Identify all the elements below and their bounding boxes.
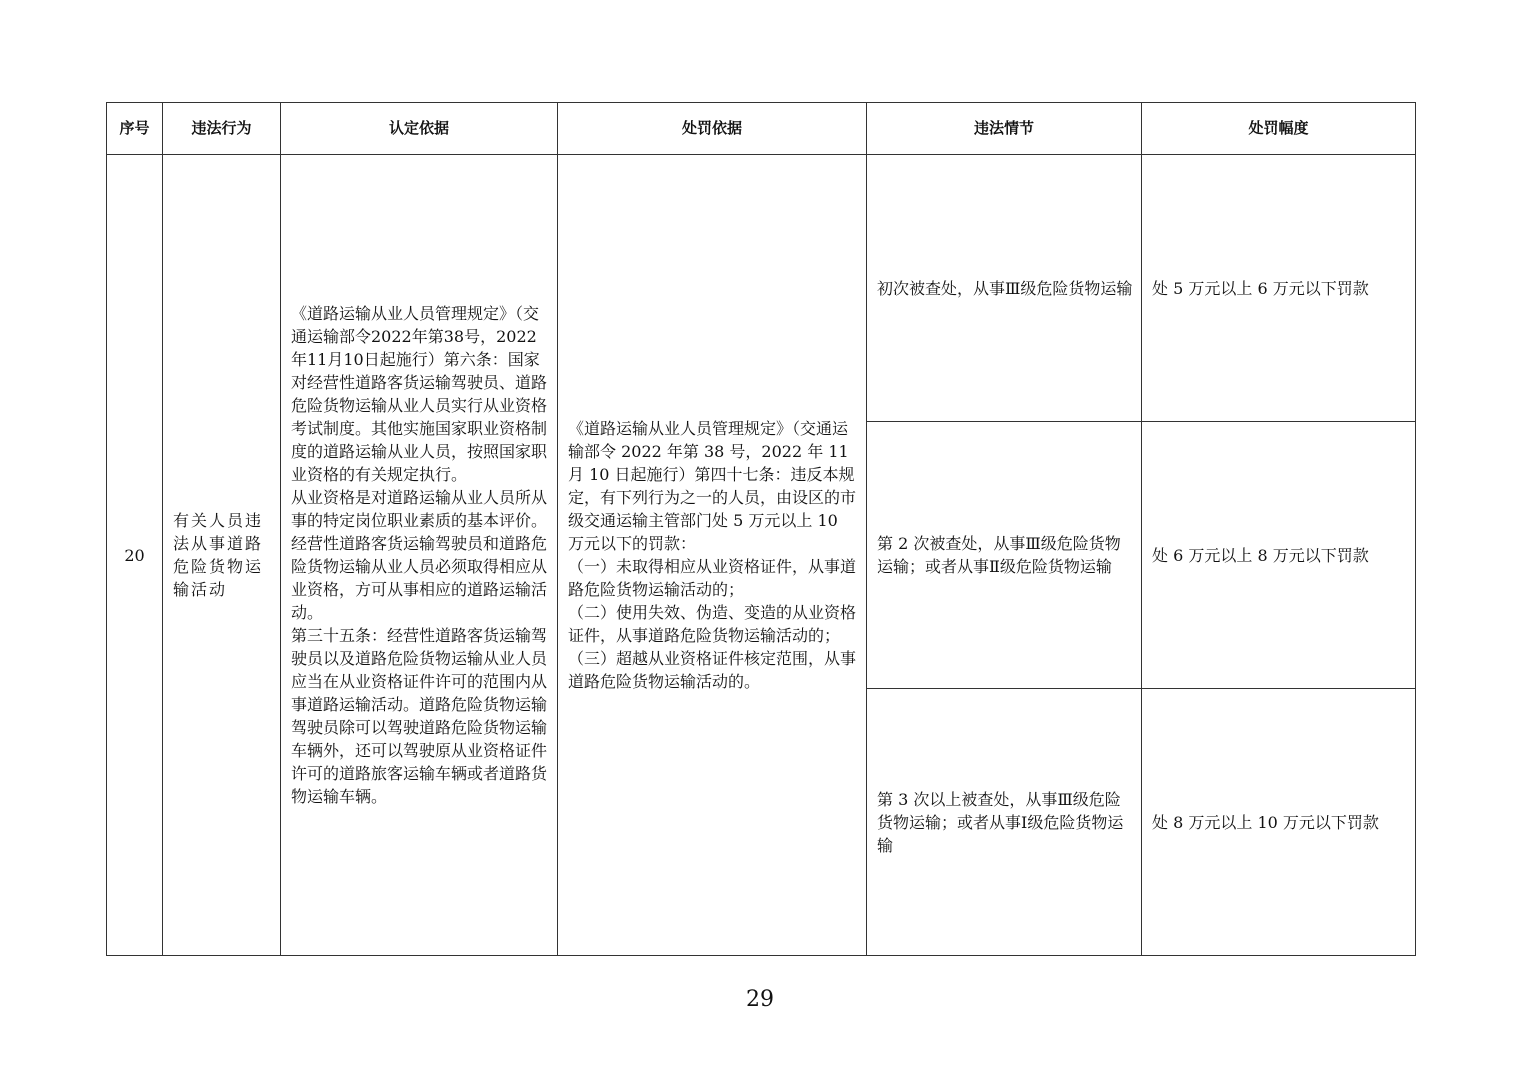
penalty-table [106,102,1416,956]
penalty-basis-para: （一）未取得相应从业资格证件，从事道路危险货物运输活动的； [568,557,857,599]
range-cell-1: 处 5 万元以上 6 万元以下罚款 [1142,155,1416,422]
behavior-text: 有关人员违法从事道路危险货物运输活动 [173,511,264,599]
recognition-para: 《道路运输从业人员管理规定》（交通运输部令2022年第38号，2022年11月10日起施行）第六条：国家对经营性道路客货运输驾驶员、道路危险货物运输从业人员实行从业资格考试制度。其他实施国家职业资格制度的道路运输从业人员，按照国家职业资格的有关规定执行。 [291,304,548,484]
row-penalty-basis [558,155,867,956]
recognition-para: 从业资格是对道路运输从业人员所从事的特定岗位职业素质的基本评价。 [291,488,548,530]
header-plot: 违法情节 [867,103,1142,155]
penalty-basis-para: （二）使用失效、伪造、变造的从业资格证件，从事道路危险货物运输活动的； [568,603,857,645]
row-recognition [281,155,558,956]
recognition-para: 第三十五条：经营性道路客货运输驾驶员以及道路危险货物运输从业人员应当在从业资格证件许可的范围内从事道路运输活动。道路危险货物运输驾驶员除可以驾驶道路危险货物运输车辆外，还可以驾驶原从业资格证件许可的道路旅客运输车辆或者道路货物运输车辆。 [291,626,548,806]
range-cell-2: 处 6 万元以上 8 万元以下罚款 [1142,422,1416,689]
row-seq: 20 [107,155,163,956]
plot-cell-3: 第 3 次以上被查处，从事Ⅲ级危险货物运输；或者从事Ⅰ级危险货物运输 [867,689,1142,956]
header-seq: 序号 [107,103,163,155]
penalty-basis-para: 《道路运输从业人员管理规定》（交通运输部令 2022 年第 38 号，2022 年 11 月 10 日起施行）第四十七条：违反本规定，有下列行为之一的人员，由设区的市级交通运输主管部门处 5 万元以上 10 万元以下的罚款： [568,419,857,553]
header-row [107,103,1416,155]
plot-cell-1: 初次被查处，从事Ⅲ级危险货物运输 [867,155,1142,422]
row-behavior [163,155,281,956]
header-recognition: 认定依据 [281,103,558,155]
table-row [107,155,1416,422]
penalty-basis-para: （三）超越从业资格证件核定范围，从事道路危险货物运输活动的。 [568,649,857,691]
recognition-para: 经营性道路客货运输驾驶员和道路危险货物运输从业人员必须取得相应从业资格，方可从事相应的道路运输活动。 [291,534,548,622]
page-number: 29 [746,987,774,1012]
header-range: 处罚幅度 [1142,103,1416,155]
header-penalty-basis: 处罚依据 [558,103,867,155]
plot-cell-2: 第 2 次被查处，从事Ⅲ级危险货物运输；或者从事Ⅱ级危险货物运输 [867,422,1142,689]
range-cell-3: 处 8 万元以上 10 万元以下罚款 [1142,689,1416,956]
header-behavior: 违法行为 [163,103,281,155]
